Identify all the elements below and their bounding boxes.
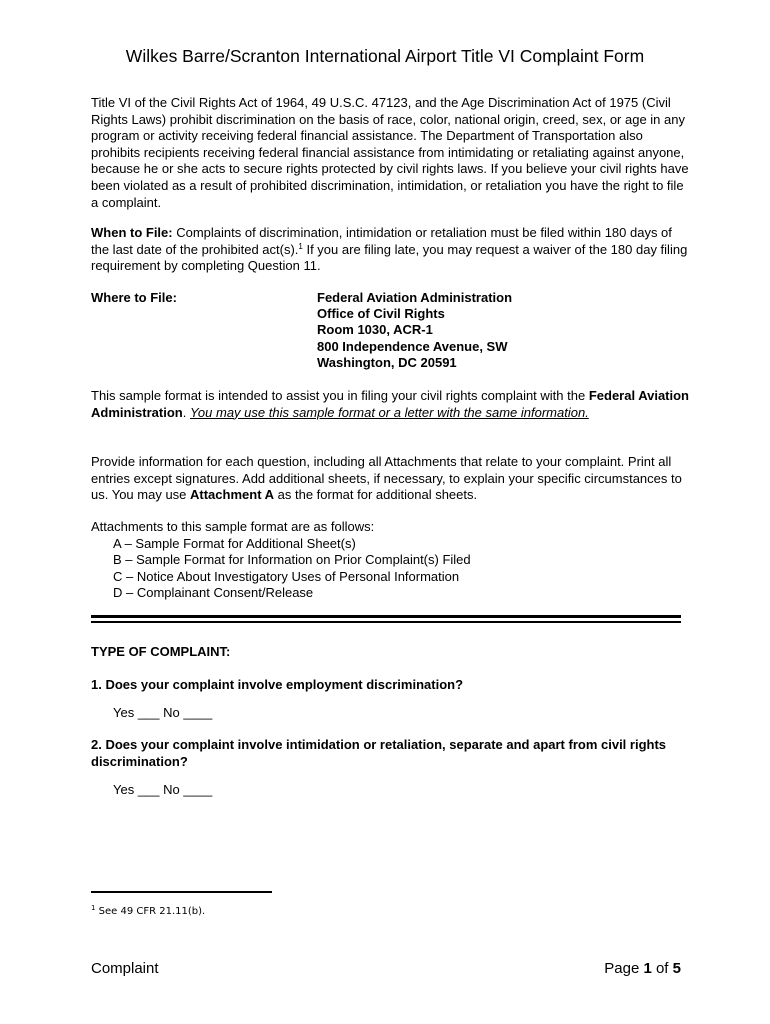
section-divider-thin (91, 621, 681, 623)
question-2: 2. Does your complaint involve intimidation or retaliation, separate and apart from civil rights discrimination? (91, 737, 667, 769)
question-2-answer[interactable]: Yes ___ No ____ (113, 782, 213, 797)
footer-page-number (604, 960, 681, 978)
attachments-list (91, 519, 691, 602)
provide-text-a: Provide information for each question, including all Attachments that relate to your complaint. Print all entries except signatures. Add additional sheets, if necessary, to explain your specific circumstances to us. You may use (91, 454, 682, 503)
when-to-file-text-a: Complaints of discrimination, intimidation or retaliation must be filed within 180 days of the last date of the prohibited act(s). (91, 225, 672, 257)
provide-text-b: as the format for additional sheets. (274, 487, 478, 503)
attachments-heading: Attachments to this sample format are as follows: (91, 519, 375, 534)
footnote-divider (91, 891, 272, 893)
address-line: Office of Civil Rights (317, 306, 445, 322)
address-line: Federal Aviation Administration (317, 290, 513, 305)
of-label: of (651, 960, 673, 977)
intro-text: Title VI of the Civil Rights Act of 1964, 49 U.S.C. 47123, and the Age Discrimination Act of 1975 (Civil Rights Laws) prohibit discrimination on the basis of race, color, national origin, creed, sex, or age in any program or activity receiving federal financial assistance. The Department of Transportation also prohibits recipients receiving federal financial assistance from intimidating or retaliating against anyone, because he or she acts to secure rights protected by civil rights laws. If you believe your civil rights have been violated as a result of prohibited discrimination, intimidation, or retaliation you have the right to file a complaint. (91, 95, 689, 210)
attachment-item: D – Complainant Consent/Release (113, 585, 314, 601)
provide-bold-attachment: Attachment A (190, 487, 275, 503)
sample-bold-agency: Federal Aviation Administration (91, 388, 690, 420)
footer-section-label: Complaint (91, 960, 159, 977)
attachment-item: A – Sample Format for Additional Sheet(s) (113, 535, 356, 551)
attachment-item: C – Notice About Investigatory Uses of Personal Information (113, 568, 460, 584)
where-to-file-label: Where to File: (91, 290, 177, 305)
faa-address (317, 290, 512, 371)
footnote (91, 902, 205, 918)
footnote-ref-marker: 1 (298, 241, 303, 251)
footnote-marker: 1 (91, 904, 96, 912)
sample-text-b: . (182, 404, 190, 420)
sample-underlined-note: You may use this sample format or a letter with the same information. (189, 404, 589, 420)
intro-paragraph (91, 95, 691, 211)
attachment-item: B – Sample Format for Information on Prior Complaint(s) Filed (113, 552, 471, 568)
sample-text-a: This sample format is intended to assist you in filing your civil rights complaint with the (91, 388, 589, 403)
page-title: Wilkes Barre/Scranton International Airport Title VI Complaint Form (125, 46, 645, 66)
question-1-answer[interactable]: Yes ___ No ____ (113, 705, 213, 720)
provide-info-paragraph (91, 454, 691, 504)
page-label: Page (604, 960, 644, 977)
when-to-file-text-b: If you are filing late, you may request a waiver of the 180 day filing requirement by completing Question 11. (91, 241, 688, 274)
question-1: 1. Does your complaint involve employment discrimination? (91, 677, 464, 692)
when-to-file-label: When to File: (91, 225, 173, 240)
total-pages: 5 (672, 960, 681, 977)
address-line: Room 1030, ACR-1 (317, 322, 433, 338)
when-to-file-paragraph (91, 225, 691, 275)
address-line: Washington, DC 20591 (317, 354, 457, 370)
type-of-complaint-heading: TYPE OF COMPLAINT: (91, 644, 231, 659)
section-divider-thick (91, 615, 681, 618)
footnote-text: See 49 CFR 21.11(b). (95, 906, 206, 917)
current-page: 1 (643, 960, 652, 977)
sample-format-paragraph (91, 388, 691, 421)
address-line: 800 Independence Avenue, SW (317, 338, 508, 354)
